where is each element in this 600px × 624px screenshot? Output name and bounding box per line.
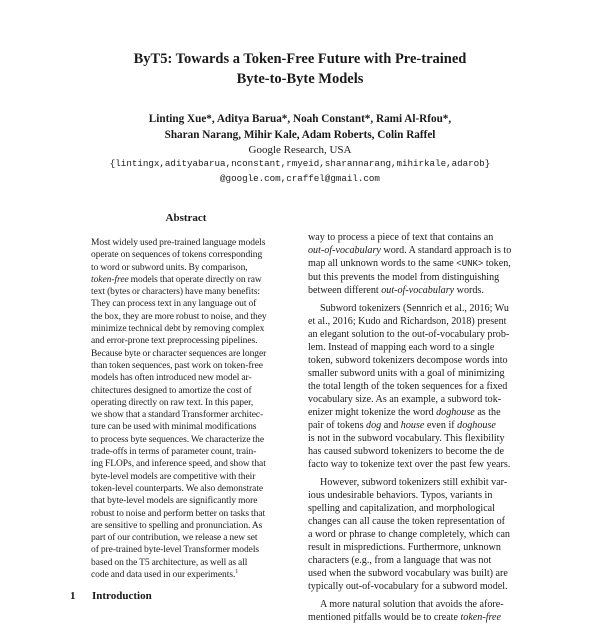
emails-line-2: @google.com,craffel@gmail.com — [220, 172, 380, 184]
abstract-line: They can process text in any language out of — [91, 299, 257, 310]
abstract-line: we show that a standard Transformer architec- — [91, 410, 264, 421]
abstract-line: to word or subword units. By comparison, — [91, 262, 248, 273]
footnote-marker: 1 — [235, 568, 239, 575]
text-line: Subword tokenizers (Sennrich et al., 2016; Wu — [320, 302, 509, 314]
text-line: an elegant solution to the out-of-vocabulary prob- — [308, 328, 510, 340]
abstract-line: ture can be used with minimal modifications — [91, 422, 257, 433]
text-line: A more natural solution that avoids the afore- — [320, 598, 504, 610]
text-line: out-of-vocabulary word. A standard approach is to — [308, 245, 512, 257]
authors-line-1: Linting Xue*, Aditya Barua*, Noah Constant*, Rami Al-Rfou*, — [148, 113, 452, 125]
text-line: lem. Instead of mapping each word to a single — [308, 341, 495, 353]
abstract-line: the box, they are more robust to noise, and they — [91, 311, 267, 322]
text-line: mentioned pitfalls would be to create token-free — [308, 611, 502, 623]
text-line: facto way to tokenize text over the past few years. — [308, 459, 511, 471]
abstract-line: that byte-level models are significantly more — [91, 496, 258, 507]
abstract-line: Most widely used pre-trained language models — [91, 238, 266, 248]
abstract-line: models has often introduced new model ar- — [91, 373, 252, 384]
abstract-line: part of our contribution, we release a new set — [91, 533, 258, 544]
affiliation: Google Research, USA — [248, 144, 352, 156]
section-number: 1 — [70, 590, 76, 602]
abstract-line: than token sequences, past work on token-free — [91, 360, 263, 371]
abstract-line: token-level counterparts. We also demonstrate — [91, 483, 264, 494]
text-line: changes can all cause the token representation of — [308, 515, 506, 527]
abstract-line: byte-level models are competitive with their — [91, 471, 256, 482]
abstract-line: Because byte or character sequences are longer — [91, 348, 267, 359]
abstract-line: robust to noise and perform better on tasks that — [91, 508, 266, 519]
title-line-1: ByT5: Towards a Token-Free Future with Pre-trained — [133, 51, 467, 67]
text-line: characters (e.g., from a language that was not — [308, 555, 492, 567]
paragraph — [308, 598, 530, 624]
text-line: has caused subword tokenizers to become the de — [308, 446, 504, 458]
abstract-line: of pre-trained byte-level Transformer models — [91, 545, 260, 556]
text-line: et al., 2016; Kudo and Richardson, 2018) present — [308, 315, 507, 327]
author-emails — [0, 157, 600, 186]
text-line: enizer might tokenize the word doghouse as the — [308, 407, 501, 419]
paragraph — [308, 476, 530, 593]
text-line: However, subword tokenizers still exhibit var- — [320, 476, 508, 488]
abstract-line: chitectures designed to amortize the cost of — [91, 385, 252, 396]
text-line: typically out-of-vocabulary for a subword model. — [308, 581, 508, 593]
text-line: map all unknown words to the same <UNK> token, — [308, 258, 511, 270]
text-line: pair of tokens dog and house even if doghouse — [308, 420, 496, 432]
abstract-line: based on the T5 architecture, as well as all — [91, 557, 248, 568]
text-line: used when the subword vocabulary was built) are — [308, 568, 508, 580]
authors-line-2: Sharan Narang, Mihir Kale, Adam Roberts, Colin Raffel — [164, 128, 436, 141]
paper-title — [0, 49, 600, 89]
abstract-heading: Abstract — [165, 212, 207, 224]
paragraph — [308, 302, 530, 472]
author-list — [0, 112, 600, 143]
abstract-line: operating directly on raw text. In this paper, — [91, 397, 254, 408]
abstract-line: token-free models that operate directly on raw — [91, 274, 262, 285]
text-line: ious undesirable behaviors. Typos, variants in — [308, 489, 493, 501]
text-line: between different out-of-vocabulary words. — [308, 285, 484, 297]
text-line: smaller subword units with a goal of minimizing — [308, 367, 505, 379]
abstract-line: operate on sequences of tokens corresponding — [91, 250, 263, 261]
title-line-2: Byte-to-Byte Models — [236, 71, 364, 87]
abstract-line: text (bytes or characters) have many benefits: — [91, 287, 260, 298]
emails-line-1: {lintingx,adityabarua,nconstant,rmyeid,sharannarang,mihirkale,adarob} — [109, 158, 491, 169]
abstract-body — [91, 237, 281, 581]
paragraph — [308, 231, 530, 297]
text-line: spelling and capitalization, and morphological — [308, 502, 495, 514]
abstract-line: are sensitive to spelling and pronunciation. As — [91, 520, 263, 531]
text-line: a word or phrase to change completely, which can — [308, 529, 510, 541]
text-line: token, subword tokenizers decompose words into — [308, 354, 508, 366]
abstract-line: ing FLOPs, and inference speed, and show that — [91, 459, 266, 470]
section-title: Introduction — [92, 590, 152, 602]
abstract-line: code and data used in our experiments.$^1$ — [91, 568, 239, 581]
text-line: vocabulary size. As an example, a subword tok- — [308, 394, 502, 406]
text-line: is not in the subword vocabulary. This flexibility — [308, 433, 505, 445]
abstract-line: trade-offs in terms of parameter count, train- — [91, 447, 257, 458]
abstract-line: to process byte sequences. We characterize the — [91, 434, 265, 445]
right-column-text — [308, 231, 530, 624]
text-line: way to process a piece of text that contains an — [308, 232, 494, 243]
section-heading-introduction — [70, 589, 290, 603]
text-line: but this prevents the model from distinguishing — [308, 272, 500, 284]
text-line: result in mispredictions. Furthermore, unknown — [308, 542, 501, 554]
text-line: the total length of the token sequences for a fixed — [308, 381, 508, 393]
abstract-line: minimize technical debt by removing complex — [91, 324, 265, 335]
abstract-line: and error-prone text preprocessing pipelines. — [91, 336, 258, 347]
